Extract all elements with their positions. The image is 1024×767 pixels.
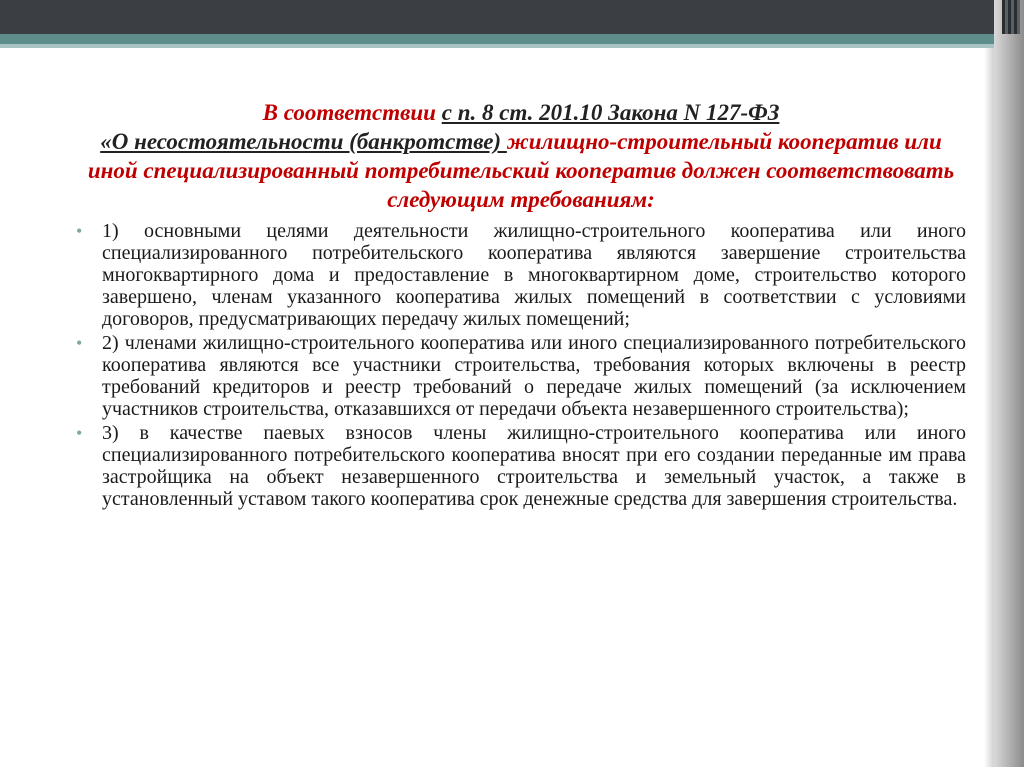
right-edge-lines: [1002, 0, 1020, 34]
list-item: [76, 422, 966, 510]
bullet-icon: •: [76, 333, 83, 353]
bullet-icon: •: [76, 221, 83, 241]
slide-heading: [76, 98, 966, 214]
heading-intro: В соответствии: [262, 100, 442, 125]
content: [76, 98, 966, 512]
right-edge: [994, 0, 1024, 767]
top-stripe-light: [0, 44, 1024, 48]
list-item: [76, 332, 966, 420]
top-band: [0, 0, 1024, 34]
bullet-icon: •: [76, 423, 83, 443]
heading-law-reference: с п. 8 ст. 201.10 Закона N 127-ФЗ: [441, 100, 780, 125]
heading-law-title: «О несостоятельности (банкротстве): [100, 129, 507, 154]
list-item-text: 1) основными целями деятельности жилищно-строительного кооператива или иного специализированного потребительского кооператива являются завершение строительства многоквартирного дома и предоставление в многоквартирном доме, строительство которого завершено, членам указанного кооператива жилых помещений в соответствии с условиями договоров, предусматривающих передачу жилых помещений;: [102, 220, 966, 330]
list-item: [76, 220, 966, 330]
top-stripe: [0, 34, 1024, 44]
heading-body: жилищно-строительный кооператив или иной специализированный потребительский кооператив должен соответствовать следующим требованиям:: [87, 129, 955, 212]
requirements-list: [76, 220, 966, 510]
list-item-text: 3) в качестве паевых взносов члены жилищно-строительного кооператива или иного специализированного потребительского кооператива вносят при его создании переданные им права застройщика на объект незавершенного строительства и земельный участок, а также в установленный уставом такого кооператива срок денежные средства для завершения строительства.: [102, 422, 966, 510]
page-shadow: [984, 48, 994, 767]
list-item-text: 2) членами жилищно-строительного кооператива или иного специализированного потребительского кооператива являются все участники строительства, требования которых включены в реестр требований кредиторов и реестр требований о передаче жилых помещений (за исключением участников строительства, отказавшихся от передачи объекта незавершенного строительства);: [102, 332, 966, 420]
